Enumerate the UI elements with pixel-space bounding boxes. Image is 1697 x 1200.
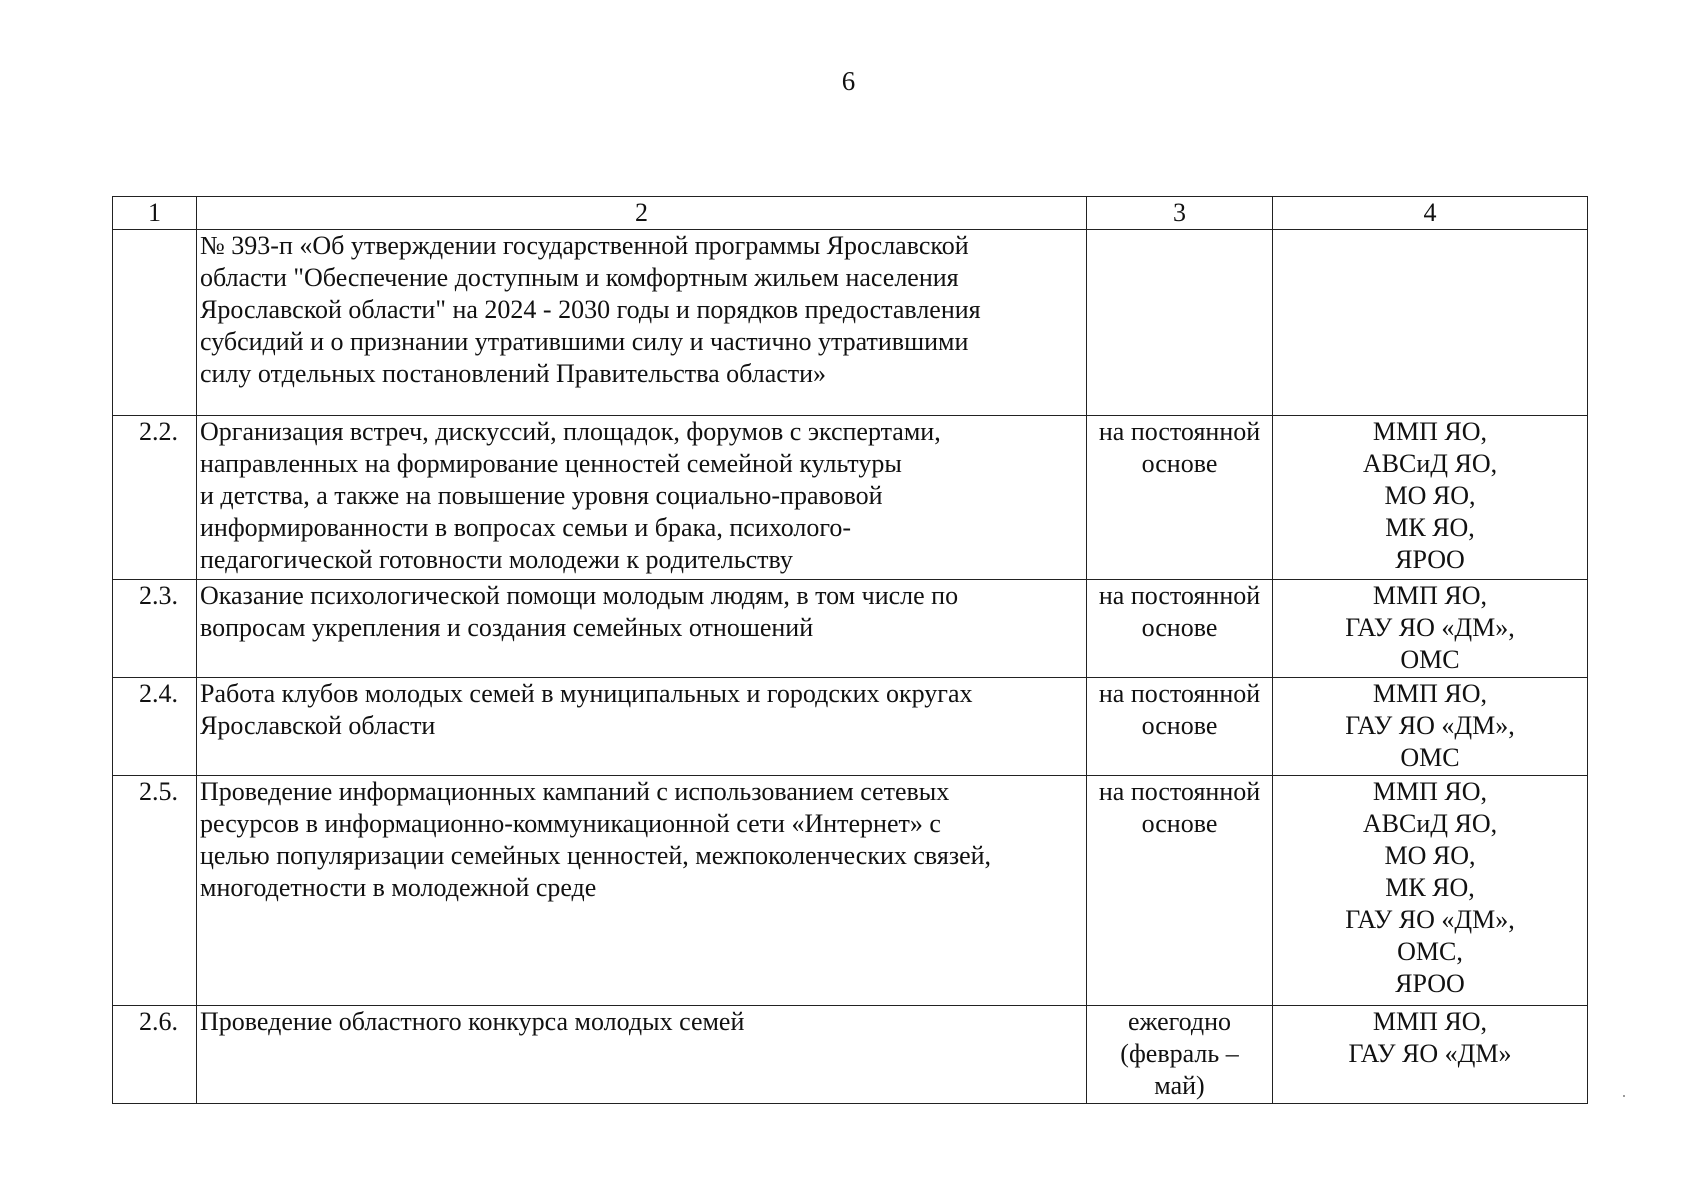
row-term: на постоянной основе xyxy=(1087,776,1273,1006)
table-row xyxy=(113,580,1588,678)
column-header-1: 1 xyxy=(113,197,197,230)
row-description: Оказание психологической помощи молодым людям, в том числе по вопросам укрепления и создания семейных отношений xyxy=(197,580,1087,678)
row-term: ежегодно (февраль – май) xyxy=(1087,1006,1273,1104)
table-header-row xyxy=(113,197,1588,230)
row-number: 2.3. xyxy=(113,580,197,678)
row-number xyxy=(113,230,197,416)
row-description: № 393-п «Об утверждении государственной программы Ярославской области "Обеспечение доступным и комфортным жильем населения Ярославской области" на 2024 - 2030 годы и порядков предоставления субсидий и о признании утратившими силу и частично утратившими силу отдельных постановлений Правительства области» xyxy=(197,230,1087,416)
scan-artifact-dot xyxy=(1623,1095,1625,1097)
row-number: 2.4. xyxy=(113,678,197,776)
row-term xyxy=(1087,230,1273,416)
table-row xyxy=(113,416,1588,580)
column-header-2: 2 xyxy=(197,197,1087,230)
row-number: 2.6. xyxy=(113,1006,197,1104)
row-description: Организация встреч, дискуссий, площадок, форумов с экспертами, направленных на формирование ценностей семейной культуры и детства, а также на повышение уровня социально-правовой информированности в вопросах семьи и брака, психолого- педагогической готовности молодежи к родительству xyxy=(197,416,1087,580)
table-row xyxy=(113,1006,1588,1104)
row-responsible: ММП ЯО, ГАУ ЯО «ДМ», ОМС xyxy=(1273,580,1588,678)
row-responsible: ММП ЯО, ГАУ ЯО «ДМ», ОМС xyxy=(1273,678,1588,776)
column-header-4: 4 xyxy=(1273,197,1588,230)
row-description: Работа клубов молодых семей в муниципальных и городских округах Ярославской области xyxy=(197,678,1087,776)
row-responsible: ММП ЯО, ГАУ ЯО «ДМ» xyxy=(1273,1006,1588,1104)
row-term: на постоянной основе xyxy=(1087,678,1273,776)
table-row xyxy=(113,776,1588,1006)
activities-table xyxy=(112,196,1588,1104)
row-number: 2.5. xyxy=(113,776,197,1006)
row-responsible: ММП ЯО, АВСиД ЯО, МО ЯО, МК ЯО, ЯРОО xyxy=(1273,416,1588,580)
row-term: на постоянной основе xyxy=(1087,580,1273,678)
row-description: Проведение информационных кампаний с использованием сетевых ресурсов в информационно-коммуникационной сети «Интернет» с целью популяризации семейных ценностей, межпоколенческих связей, многодетности в молодежной среде xyxy=(197,776,1087,1006)
row-responsible xyxy=(1273,230,1588,416)
row-term: на постоянной основе xyxy=(1087,416,1273,580)
column-header-3: 3 xyxy=(1087,197,1273,230)
table-row xyxy=(113,230,1588,416)
row-description: Проведение областного конкурса молодых семей xyxy=(197,1006,1087,1104)
page-number: 6 xyxy=(841,66,856,96)
row-responsible: ММП ЯО, АВСиД ЯО, МО ЯО, МК ЯО, ГАУ ЯО «ДМ», ОМС, ЯРОО xyxy=(1273,776,1588,1006)
table-row xyxy=(113,678,1588,776)
row-number: 2.2. xyxy=(113,416,197,580)
